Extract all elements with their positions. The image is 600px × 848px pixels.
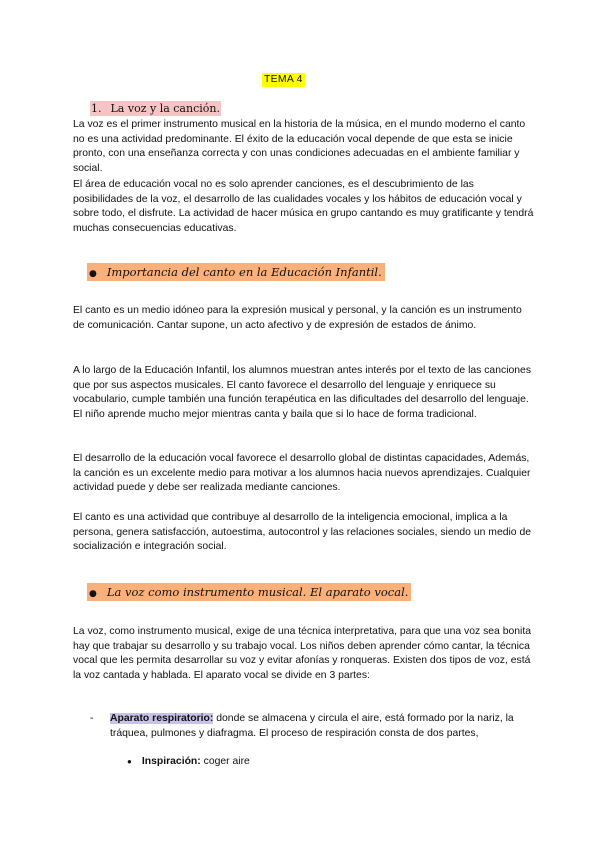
section-1-heading-text: La voz y la canción. bbox=[110, 102, 220, 115]
page-title: TEMA 4 bbox=[264, 74, 303, 85]
vocal-apparatus-list bbox=[90, 712, 520, 741]
bullet-icon: ● bbox=[89, 589, 97, 599]
section-1-heading bbox=[90, 101, 221, 116]
sub-list-item-text: coger aire bbox=[200, 756, 250, 767]
section-1-number: 1. bbox=[91, 102, 102, 115]
section-2-paragraph-4: El canto es una actividad que contribuye al desarrollo de la inteligencia emocional, implica a la persona, genera satisfacción, autoestima, autocontrol y las relaciones sociales, siendo un medio de socialización e integración social. bbox=[73, 512, 532, 553]
bullet-icon: ● bbox=[89, 269, 97, 279]
section-1-paragraph-2: El área de educación vocal no es solo aprender canciones, es el descubrimiento de las posibilidades de la voz, el desarrollo de las cualidades vocales y los hábitos de educación vocal y sobre todo, el disfrute. La actividad de hacer música en grupo cantando es muy gratificante y tendrá muchas consecuencias educativas. bbox=[73, 179, 534, 234]
section-3-heading bbox=[87, 583, 411, 601]
section-2-heading-text: Importancia del canto en la Educación Infantil. bbox=[106, 265, 382, 279]
section-2-paragraph-1: El canto es un medio idóneo para la expresión musical y personal, y la canción es un instrumento de comunicación. Cantar supone, un acto afectivo y de expresión de estados de ánimo. bbox=[73, 305, 522, 331]
section-1-paragraph-1: La voz es el primer instrumento musical en la historia de la música, en el mundo moderno el canto no es una actividad predominante. El éxito de la educación vocal depende de que esta se inicie pronto, con una enseñanza correcta y con unas condiciones adecuadas en el ambiente familiar y social. bbox=[73, 119, 526, 174]
bullet-icon: ● bbox=[127, 757, 132, 766]
section-2-paragraph-3: El desarrollo de la educación vocal favorece el desarrollo global de distintas capacidades, Además, la canción es un excelente medio para motivar a los alumnos hacia nuevos aprendizajes. Cualquier actividad puede y debe ser realizada mediante canciones. bbox=[73, 453, 531, 494]
section-2-paragraph-2: A lo largo de la Educación Infantil, los alumnos muestran antes interés por el texto de las canciones que por sus aspectos musicales. El canto favorece el desarrollo del lenguaje y enriquece su vocabulario, cumple también una función terapéutica en las dificultades del desarrollo del lenguaje. El niño aprende mucho mejor mientras canta y baila que si lo hace de forma tradicional. bbox=[73, 365, 532, 420]
dash-bullet: - bbox=[90, 713, 94, 724]
list-item-text: donde se almacena y circula el aire, está formado por la nariz, la tráquea, pulmones y diafragma. El proceso de respiración consta de dos partes, bbox=[110, 713, 514, 739]
section-3-paragraph-1: La voz, como instrumento musical, exige de una técnica interpretativa, para que una voz sea bonita hay que trabajar su desarrollo y su trabajo vocal. Los niños deben aprender cómo cantar, la técnica vocal que les permita desarrollar su voz y evitar afonías y ronqueras. Existen dos tipos de voz, está la voz cantada y hablada. El aparato vocal se divide en 3 partes: bbox=[73, 626, 532, 681]
section-3-heading-text: La voz como instrumento musical. El aparato vocal. bbox=[106, 585, 409, 599]
list-item bbox=[90, 712, 520, 741]
sub-list-item bbox=[127, 755, 250, 770]
section-2-heading bbox=[87, 263, 385, 281]
sub-list-item-term: Inspiración: bbox=[141, 756, 201, 767]
list-item-term: Aparato respiratorio: bbox=[110, 713, 214, 724]
